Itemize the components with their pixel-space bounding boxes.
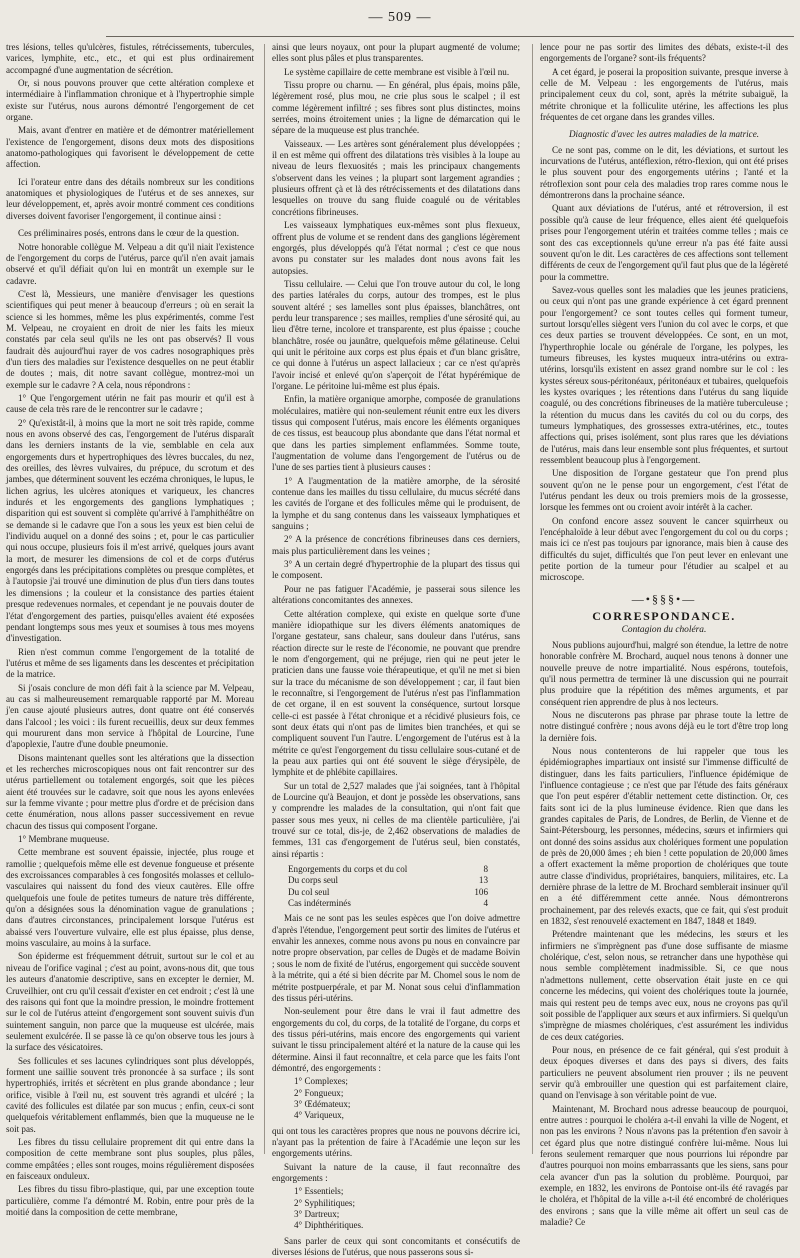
paragraph: qui ont tous les caractères propres que nous ne pouvons décrire ici, n'ayant pas la prétention de faire à l'Académie une leçon sur les engorgements utérins. <box>272 1125 520 1159</box>
paragraph: Savez-vous quelles sont les maladies que les jeunes praticiens, ou ceux qui n'ont pas une grande expérience à cet égard prennent pour l'engorgement? ce sont toutes celles qui forment tumeur, surtout lorsqu'elles siègent vers l'union du col avec le corps, et que ces deux parties se trouvent développées. Ce sont, en un mot, l'hyperthrophie locale ou générale de l'organe, les polypes, les tumeurs fibreuses, les kystes muqueux intra-utérins ou extra-utérins, lorsqu'ils existent en assez grand nombre sur le col : les kystes séreux sous-péritonéaux, péritonéaux et tubaires, quelquefois les kystes ovariques ; les rétentions dans l'utérus du sang liquide coagulé, ou des concrétions fibrineuses de la matière tuberculeuse ; la rétention du mucus dans les cavités du col ou du corps, des tumeurs lymphatiques, des grossesses extra-utérines, etc., toutes affections qui, prises isolément, sont plus rares que les déviations de l'utérus, mais dans leur ensemble sont plus fréquentes, et surtout ressemblent beaucoup plus à l'engorgement. <box>540 284 788 466</box>
paragraph: On confond encore assez souvent le cancer squirrheux ou l'encéphaloïde à leur début avec l'engorgement du col ou du corps ; mais ici ce n'est pas toujours par ignorance, mais bien à cause des difficultés du sujet, difficultés que l'on peut lever en enlevant une petite portion de la tumeur pour l'étudier au scalpel et au microscope. <box>540 515 788 583</box>
stat-label: Cas indéterminés <box>288 898 351 909</box>
paragraph: Nous ne discuterons pas phrase par phrase toute la lettre de notre distingué confrère ; nous avons déjà eu le tort d'être trop long la dernière fois. <box>540 709 788 743</box>
paragraph: Maintenant, M. Brochard nous adresse beaucoup de pourquoi, entre autres : pourquoi le choléra a-t-il envahi la ville de Nogent, et non pas les environs ? Nous n'avons pas la prétention d'en savoir à cet égard plus que notre distingué confrère lui-même. Nous lui ferons seulement remarquer que nous pourrions lui répondre par d'autres pourquoi non moins embarrassants que les siens, sans pour cela avancer d'un pas la solution du problème. Pourquoi, par exemple, en 1832, les environs de Pontoise ont-ils été ravagés par le choléra, et l'hôpital de la ville a-t-il été encombré de cholériques des environs ; sans que la ville même ait offert un seul cas de maladie? Ce <box>540 1103 788 1228</box>
header-rule <box>106 36 794 37</box>
list-item: 4° Diphthéritiques. <box>294 1220 364 1231</box>
stat-label: Du corps seul <box>288 875 339 886</box>
paragraph: 3° A un certain degré d'hypertrophie de la plupart des tissus qui le composent. <box>272 559 520 581</box>
list-item: 2° Fongueux; <box>294 1087 344 1098</box>
stat-row <box>288 864 488 875</box>
stat-value: 8 <box>483 864 488 875</box>
paragraph: Les vaisseaux lymphatiques eux-mêmes sont plus flexueux, offrent plus de volume et se rendent dans des ganglions légèrement engorgés, plus développés qu'à l'état normal ; c'est ce que nous avons pu constater sur les malades dont nous avons fait les autopsies. <box>272 220 520 276</box>
list-engorgement-types <box>294 1076 520 1121</box>
paragraph: Ses follicules et ses lacunes cylindriques sont plus développés, forment une saillie souvent très prononcée à sa surface ; ils sont hypertrophiés, irrités et sécrètent en plus grande abondance ; leur orifice, visible à l'œil nu, est souvent très agrandi et ulcéré ; la cavité des follicules est dilatée par son mucus ; enfin, ceux-ci sont quelquefois véritablement enflammés, bien que la muqueuse ne le soit pas. <box>6 1055 254 1134</box>
paragraph: Son épiderme est fréquemment détruit, surtout sur le col et au niveau de l'orifice vaginal ; c'est au point, avons-nous dit, que tous les auteurs d'anatomie descriptive, sans en excepter le dernier, M. Cruveilhier, ont cru qu'il cessait d'exister en cet endroit ; c'est là une des raisons qui font que la moindre pression, le moindre frottement sur le col de l'utérus atteint d'engorgement sont souvent suivis d'un suintement sanguin, non parce que la muqueuse est ulcérée, mais seulement exulcérée. Il se passe là ce qu'on observe tous les jours à la surface des vésicatoires. <box>6 951 254 1053</box>
stat-label: Du col seul <box>288 886 330 897</box>
list-item: 3° Œdémateux; <box>294 1098 351 1109</box>
paragraph: Quant aux déviations de l'utérus, anté et rétroversion, il est possible qu'à cause de leur fréquence, elles aient été quelquefois prises pour l'engorgement utérin et traitées comme telles ; mais ce sont des cas exceptionnels qu'une erreur n'a pas été faite aussi souvent qu'on le dit. Les caractères de ces affections sont tellement différents de ceux de l'engorgement qu'il faut plus que de la légèreté pour la commettre. <box>540 203 788 282</box>
paragraph: Nous nous contenterons de lui rappeler que tous les épidémiographes impartiaux ont insisté sur l'immense difficulté de distinguer, dans les faits particuliers, l'influence épidémique de l'influence contagieuse ; ce n'est que par l'étude des faits généraux que l'on peut espérer d'établir nettement cette distinction. Or, ces faits sont ici de la plus lumineuse évidence. Rien que dans les grandes capitales de Paris, de Londres, de Berlin, de Vienne et de Saint-Pétersbourg, les personnes, médecins, sœurs et infirmiers qui ont donné des soins assidus aux cholériques forment une population de près de 20,000 âmes ; eh bien ! cette population de 20,000 âmes a offert exactement la même proportion de cholériques que toute autre classe d'individus, propriétaires, banquiers, militaires, etc. La dernière phrase de la lettre de M. Brochard semblerait insinuer qu'il en a été différemment cette année. Nous démontrerons prochainement, par des relevés exacts, que ce fait, qui s'est produit en 1832, s'est renouvelé exactement en 1847, 1848 et 1849. <box>540 745 788 927</box>
paragraph: Tissu propre ou charnu. — En général, plus épais, moins pâle, légèrement rosé, plus mou, ne crie plus sous le scalpel ; il est comme légèrement infiltré ; ses fibres sont plus distinctes, moins serrées, moins étroitement unies ; la ligne de démarcation qui le sépare de la muqueuse est plus tranchée. <box>272 80 520 136</box>
paragraph: Cette altération complexe, qui existe en quelque sorte d'une manière idiopathique sur les divers éléments anatomiques de l'organe gestateur, sans chaleur, sans douleur dans l'utérus, sans réaction directe sur le reste de l'économie, ne pouvant que prendre le nom d'engorgement, qui ne préjuge, rien qui ne peut jeter le praticien dans une fausse voie thérapeutique, et qu'il ne met si bien sur la trace du mécanisme de son développement ; car, il faut bien le reconnaître, si l'engorgement de l'utérus n'est pas l'inflammation de cet organe, il en est souvent la conséquence, surtout lorsque celle-ci est passée à l'état chronique et a récidivé plusieurs fois, ce sont deux états qui n'ont pas de limites bien tranchées, et qui se compliquent souvent l'un l'autre. L'engorgement de l'utérus est à la métrite ce qu'est l'engorgement du tissu cellulaire sous-cutané et de la peau aux parties qui ont été souvent le siège d'érysipèle, de lymphite et de phlébite capillaires. <box>272 608 520 778</box>
paragraph: Or, si nous pouvons prouver que cette altération complexe et intermédiaire à l'inflammation chronique et à l'hypertrophie simple existe sur l'utérus, nous aurons démontré l'engorgement de cet organe. <box>6 78 254 123</box>
paragraph: A cet égard, je poserai la proposition suivante, presque inverse à celle de M. Velpeau : les engorgements de l'utérus, mais principalement ceux du col, sont, après la métrite subaiguë, la métrite chronique et la folliculite utérine, les affections les plus fréquentes de cet organe dans les grandes villes. <box>540 66 788 123</box>
paragraph: Non-seulement pour être dans le vrai il faut admettre des engorgements du col, du corps, de la totalité de l'organe, du corps et des tissus péri-utérins, mais encore des engorgements qui varient suivant le tissu principalement altéré et la nature de la cause qui les détermine. Ainsi il faut reconnaître, et cela parce que les faits l'ont démontré, des engorgements : <box>272 1006 520 1073</box>
column-divider <box>532 44 533 1154</box>
paragraph: Prétendre maintenant que les médecins, les sœurs et les infirmiers ne s'imprègnent pas d'une dose suffisante de miasme cholérique, c'est, selon nous, se retrancher dans une hypothèse qui nous semble complètement inadmissible. Si, ce que nous n'admettons nullement, cette observation était juste en ce qui concerne les médecins, qui voient des cholériques toute la journée, mais qui restent peu de temps avec eux, nous ne croyons pas qu'il soit possible de l'appliquer aux sœurs et aux infirmiers. Si quelqu'un s'imprègne de miasmes cholériques, c'est assurément les individus de ces deux catégories. <box>540 929 789 1042</box>
column-3 <box>540 42 789 1228</box>
section-title-correspondance: CORRESPONDANCE. <box>592 609 736 624</box>
paragraph: Sans parler de ceux qui sont concomitants et consécutifs de diverses lésions de l'utérus, que nous passerons sous si- <box>272 1235 520 1258</box>
stat-value: 106 <box>474 886 488 897</box>
paragraph: Suivant la nature de la cause, il faut reconnaître des engorgements : <box>272 1161 520 1183</box>
section-subtitle-cholera: Contagion du choléra. <box>621 624 707 635</box>
paragraph: Ces préliminaires posés, entrons dans le cœur de la question. <box>18 228 239 239</box>
paragraph: Tissu cellulaire. — Celui que l'on trouve autour du col, le long des parties latérales du corps, autour des trompes, est le plus souvent altéré ; ses lamelles sont plus épaisses, blanchâtres, ont perdu leur transparence ; ses mailles, remplies d'une sérosité qui, au lieu d'être terne, incolore et transparente, est plus épaisse ; couche blanchâtre, rosée ou jaunâtre, quelquefois même gélatineuse. Celui qui unit le péritoine aux corps est plus épais et d'un blanc grisâtre, ce qui donne à l'utérus un aspect lallacieux ; car ce n'est qu'après l'avoir incisé et enlevé qu'on s'aperçoit de l'état hypérémique de l'organe. Le péritoine lui-même est plus épais. <box>272 278 520 391</box>
paragraph: Les fibres du tissu cellulaire proprement dit qui entre dans la composition de cette membrane sont plus souples, plus pâles, comme empâtées ; elles sont rouges, moins régulièrement disposées en faisceaux onduleux. <box>6 1136 254 1181</box>
paragraph: Une disposition de l'organe gestateur que l'on prend plus souvent qu'on ne le pense pour un engorgement, c'est l'état de l'utérus pendant les deux ou trois premiers mois de la grossesse, lorsque les femmes ont ou croient avoir intérêt à la cacher. <box>540 468 788 513</box>
list-item: 4° Variqueux, <box>294 1110 344 1121</box>
paragraph: Si j'osais conclure de mon défi fait à la science par M. Velpeau, au cas si malheureusement remarquable rapporté par M. Moreau j'en cause ajouté plusieurs autres, dont quatre ont été conservés dans l'alcool ; les voici : ils furent recueillis, deux sur deux femmes qui moururent dans mon service à l'hôpital de Lourcine, l'une d'apoplexie, l'autre d'une double pneumonie. <box>6 682 254 750</box>
stat-row <box>288 875 488 886</box>
paragraph: lence pour ne pas sortir des limites des débats, existe-t-il des engorgements de l'organe? sont-ils fréquents? <box>540 42 788 64</box>
statistics-table <box>288 864 520 909</box>
paragraph: C'est là, Messieurs, une manière d'envisager les questions scientifiques qui peut mener à beaucoup d'erreurs ; où en serait la science si les hommes, même les plus expérimentés, comme l'est M. Velpeau, ne croyaient en droit de nier les faits les mieux constatés par cela seul qu'ils ne les ont pas observés? Il vous faudrait dès aujourd'hui rayer de vos cadres nosographiques près d'un tiers des maladies sur l'existence desquelles on ne peut établir de doutes ; mais, dit notre savant collègue, montrez-moi un exemple sur le cadavre ? A cela, nous répondrons : <box>6 288 254 390</box>
section-ornament: —•§§§•— <box>631 591 697 606</box>
stat-value: 4 <box>483 898 488 909</box>
paragraph: Mais, avant d'entrer en matière et de démontrer matériellement l'existence de l'engorgement, disons deux mots des dispositions anatomo-pathologiques qui favorisent le développement de cette affection. <box>6 125 254 170</box>
stat-label: Engorgements du corps et du col <box>288 864 408 875</box>
paragraph: ainsi que leurs noyaux, ont pour la plupart augmenté de volume; elles sont plus pâles et plus transparentes. <box>272 42 520 64</box>
column-1 <box>6 42 254 1218</box>
paragraph: Pour ne pas fatiguer l'Académie, je passerai sous silence les altérations concomitantes des annexes. <box>272 583 520 606</box>
paragraph: Nous publions aujourd'hui, malgré son étendue, la lettre de notre honorable confrère M. Brochard, auquel nous tenons à donner une nouvelle preuve de notre impartialité. Nous espérons, toutefois, qu'il nous permettra de terminer là une discussion qui ne pourrait plus produire que la répétition des mêmes arguments, et par conséquent rien apprendre de plus à nos lecteurs. <box>540 639 788 707</box>
list-item: 1° Essentiels; <box>294 1186 344 1197</box>
paragraph: Vaisseaux. — Les artères sont généralement plus développées ; il en est même qui offrent des dilatations très visibles à la loupe au niveau de leurs flexuosités ; mais les principaux changements s'observent dans les veines ; la plupart sont largement agrandies ; plusieurs offrent çà et là des rétrécissements et des dilatations dans lesquelles on trouve du sang fluide coagulé ou de véritables concrétions fibrineuses. <box>272 138 520 217</box>
paragraph: Disons maintenant quelles sont les altérations que la dissection et les recherches microscopiques nous ont fait rencontrer sur des utérus partiellement ou totalement engorgés, soit que les pièces aient été trouvées sur le cadavre, soit que nous les ayons enlevées sur la femme vivante ; pour mettre plus d'ordre et de précision dans cette énumération, nous allons passer successivement en revue chacun des tissus qui composent l'organe. <box>6 752 254 831</box>
stat-row <box>288 898 488 909</box>
list-engorgement-causes <box>294 1186 520 1231</box>
paragraph: 2° A la présence de concrétions fibrineuses dans ces derniers, mais plus particulièrement dans les veines ; <box>272 534 520 556</box>
stat-value: 13 <box>478 875 488 886</box>
stat-row <box>288 887 488 898</box>
paragraph: 1° A l'augmentation de la matière amorphe, de la sérosité contenue dans les mailles du tissu cellulaire, du mucus sécrété dans les cavités de l'organe et des follicules même qui le produisent, de la lymphe et du sang contenus dans les vaisseaux lymphatiques et sanguins ; <box>272 475 520 532</box>
paragraph: Rien n'est commun comme l'engorgement de la totalité de l'utérus et même de ses ligaments dans les descentes et précipitation de la matrice. <box>6 646 254 680</box>
paragraph: Ici l'orateur entre dans des détails nombreux sur les conditions anatomiques et physiologiques de l'utérus et de ses annexes, sur leur développement, et, après avoir montré comment ces conditions diverses doivent favoriser l'engorgement, il continue ainsi : <box>6 176 254 221</box>
list-item: 2° Syphilitiques; <box>294 1197 355 1208</box>
paragraph: Pour nous, en présence de ce fait général, qui s'est produit à deux époques diverses et dans des pays si divers, des faits particuliers ne peuvent absolument rien prouver ; ils ne peuvent servir qu'à embrouiller une question qui est parfaitement claire, quand on l'envisage à son véritable point de vue. <box>540 1044 788 1101</box>
paragraph: Ce ne sont pas, comme on le dit, les déviations, et surtout les incurvations de l'utérus, antéflexion, rétro-flexion, qui ont été prises le plus souvent pour des engorgements utérins ; l'anté et la rétroflexion sont pour cela des maladies trop rares comme nous le démontrerons dans la prochaine séance. <box>540 144 788 201</box>
paragraph: Enfin, la matière organique amorphe, composée de granulations moléculaires, matière qui non-seulement réunit entre eux les divers tissus qui composent l'utérus, mais encore les éléments organiques de ces tissus, est beaucoup plus abondante que dans l'état normal et que dans les parties simplement enflammées. Somme toute, l'augmentation de volume dans l'engorgement de l'utérus ou de l'une de ses parties tient à plusieurs causes : <box>272 394 520 473</box>
column-divider <box>264 44 265 1154</box>
paragraph: 1° Que l'engorgement utérin ne fait pas mourir et qu'il est à cause de cela très rare de le rencontrer sur le cadavre ; <box>6 392 254 415</box>
paragraph: Les fibres du tissu fibro-plastique, qui, par une exception toute particulière, comme l'a démontré M. Robin, entre pour près de la moitié dans la composition de cette membrane, <box>6 1184 254 1218</box>
paragraph: 2° Qu'existât-il, à moins que la mort ne soit très rapide, comme nous en avons observé des cas, l'engorgement de l'utérus disparaît dans les derniers instants de la vie, semblable en cela aux engorgements durs et hypertrophiques des lèvres buccales, du nez, des oreilles, des lèvres vulvaires, du prépuce, du scrotum et des jambes, que déterminent souvent les eczéma chroniques, le lupus, le lichen agrius, les ulcères atoniques et variqueux, les chancres indurés et les engorgements des ganglions lymphatiques ; disparition qui est souvent si complète qu'arrivé à l'amphithéâtre on se demande si le cadavre que l'on a sous les yeux est bien celui de l'individu auquel on a donné des soins ; et, pour le cas particulier qui nous occupe, plusieurs fois il m'est arrivé, quelques jours avant la mort, de mesurer les dimensions de col et de corps d'utérus engorgés dans les précipitations complètes ou presque complètes, et à l'autopsie j'ai trouvé une diminution de plus d'un tiers dans toutes les dimensions ; la couleur et la consistance des parties étaient presque redevenues normales, et cependant je ne pouvais douter de l'état d'engorgement des parties, puisqu'elles avaient été exposées pendant longtemps sous mes yeux et soumises à tous mes moyens d'investigation. <box>6 417 254 644</box>
section-subtitle-diagnostic: Diagnostic d'avec les autres maladies de la matrice. <box>568 129 759 140</box>
page-number: — 509 — <box>368 10 432 25</box>
paragraph: Le système capillaire de cette membrane est visible à l'œil nu. <box>284 66 510 77</box>
paragraph: Sur un total de 2,527 malades que j'ai soignées, tant à l'hôpital de Lourcine qu'à Beaujon, et dont je possède les observations, sans y comprendre les malades de la consultation, qui n'ont fait que passer sous mes yeux, ni celles de ma clientèle particulière, j'ai trouvé sur ce total, dis-je, de 2,462 observations de maladies de femmes, 131 cas d'engorgement de l'utérus seul, bien constatés, ainsi répartis : <box>272 780 520 859</box>
paragraph: Notre honorable collègue M. Velpeau a dit qu'il niait l'existence de l'engorgement du corps de l'utérus, parce qu'il n'en avait jamais observé et qu'il défiait qu'on lui en montrât un exemple sur le cadavre. <box>6 241 254 286</box>
list-item: 3° Dartreux; <box>294 1209 340 1220</box>
subheading: 1° Membrane muqueuse. <box>18 834 110 845</box>
list-item: 1° Complexes; <box>294 1076 348 1087</box>
paragraph: tres lésions, telles qu'ulcères, fistules, rétrécissements, tubercules, varices, lymphite, etc., etc., et qui est plus ordinairement accompagné d'une augmentation de sécrétion. <box>6 42 254 75</box>
column-2 <box>272 42 520 1258</box>
paragraph: Mais ce ne sont pas les seules espèces que l'on doive admettre d'après l'étendue, l'engorgement peut sortir des limites de l'utérus et envahir les annexes, comme nous avons pu nous en convaincre par notre propre observation, par celles de Dugès et de madame Boivin ; sous le nom de fixité de l'utérus, engorgement qui succède souvent à la métrite, qui a été si bien décrite par M. Chomel sous le nom de métrite postpuerpérale, et par M. Nonat sous celui d'inflammation des tissus péri-utérins. <box>272 913 520 1003</box>
paragraph: Cette membrane est souvent épaissie, injectée, plus rouge et ramollie ; quelquefois même elle est devenue fongueuse et présente des excroissances comparables à ces fongosités molasses et cellulo-vasculaires qui naissent du fond des vieux cautères. Elle offre quelquefois une foule de petites tumeurs de nature très différente, qu'on a désignées sous la dénomination vague de granulations ; dans d'autres circonstances, principalement lorsque l'utérus est abaissé vers l'ouverture vulvaire, elle est plus épaisse, plus dense, moins vasculaire, au moins à la surface. <box>6 847 254 949</box>
